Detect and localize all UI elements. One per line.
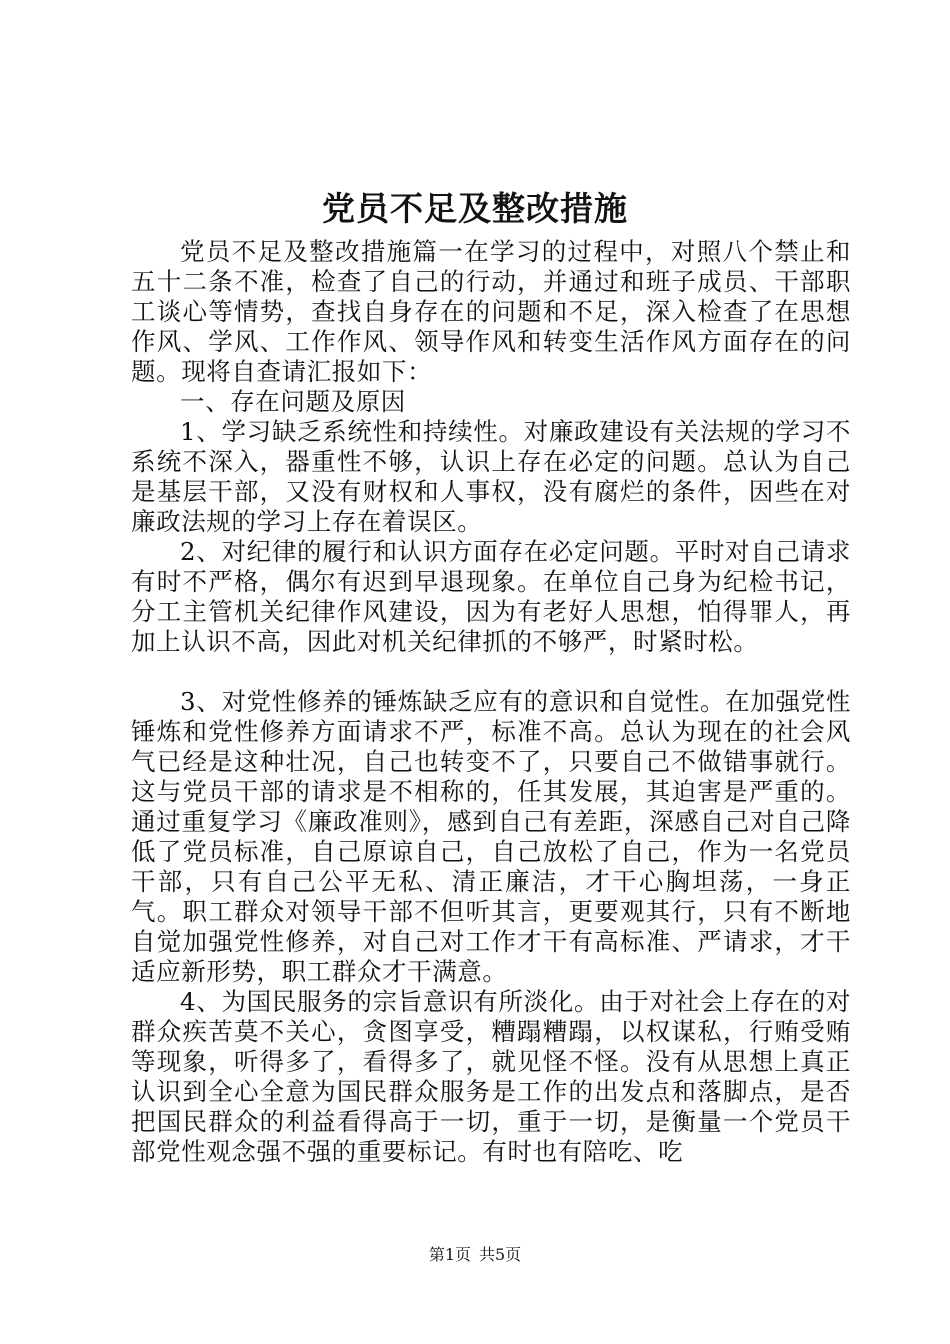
document-title: 党员不足及整改措施 [322,189,628,228]
paragraph-item-4: 4、为国民服务的宗旨意识有所淡化。由于对社会上存在的对群众疾苦莫不关心，贪图享受，糟蹋糟蹋，以权谋私，行贿受贿等现象，听得多了，看得多了，就见怪不怪。没有从思想上真正认识到全心全意为国民群众服务是工作的出发点和落脚点，是否把国民群众的利益看得高于一切，重于一切，是衡量一个党员干部党性观念强不强的重要标记。有时也有陪吃、吃 [131,987,851,1166]
paragraph-intro: 党员不足及整改措施篇一在学习的过程中，对照八个禁止和五十二条不准，检查了自己的行动，并通过和班子成员、干部职工谈心等情势，查找自身存在的问题和不足，深入检查了在思想作风、学风、工作作风、领导作风和转变生活作风方面存在的问题。现将自查请汇报如下： [131,237,851,386]
section-heading: 一、存在问题及原因 [180,387,406,416]
page-total: 共5页 [479,1245,522,1264]
paragraph-item-1: 1、学习缺乏系统性和持续性。对廉政建设有关法规的学习不系统不深入，器重性不够，认识上存在必定的问题。总认为自己是基层干部，又没有财权和人事权，没有腐烂的条件，因些在对廉政法规的学习上存在着误区。 [131,417,851,536]
page-footer [0,1244,950,1266]
document-body [131,237,851,1167]
page-number: 第1页 [428,1245,471,1264]
paragraph-item-3: 3、对党性修养的锤炼缺乏应有的意识和自觉性。在加强党性锤炼和党性修养方面请求不严，标准不高。总认为现在的社会风气已经是这种壮况，自己也转变不了，只要自己不做错事就行。这与党员干部的请求是不相称的，任其发展，其迫害是严重的。通过重复学习《廉政准则》，感到自己有差距，深感自己对自己降低了党员标准，自己原谅自己，自己放松了自己，作为一名党员干部，只有自己公平无私、清正廉洁，才干心胸坦荡，一身正气。职工群众对领导干部不但听其言，更要观其行，只有不断地自觉加强党性修养，对自己对工作才干有高标准、严请求，才干适应新形势，职工群众才干满意。 [131,687,851,986]
paragraph-spacer [131,657,851,687]
paragraph-item-2: 2、对纪律的履行和认识方面存在必定问题。平时对自己请求有时不严格，偶尔有迟到早退现象。在单位自己身为纪检书记，分工主管机关纪律作风建设，因为有老好人思想，怕得罪人，再加上认识不高，因此对机关纪律抓的不够严，时紧时松。 [131,537,851,656]
